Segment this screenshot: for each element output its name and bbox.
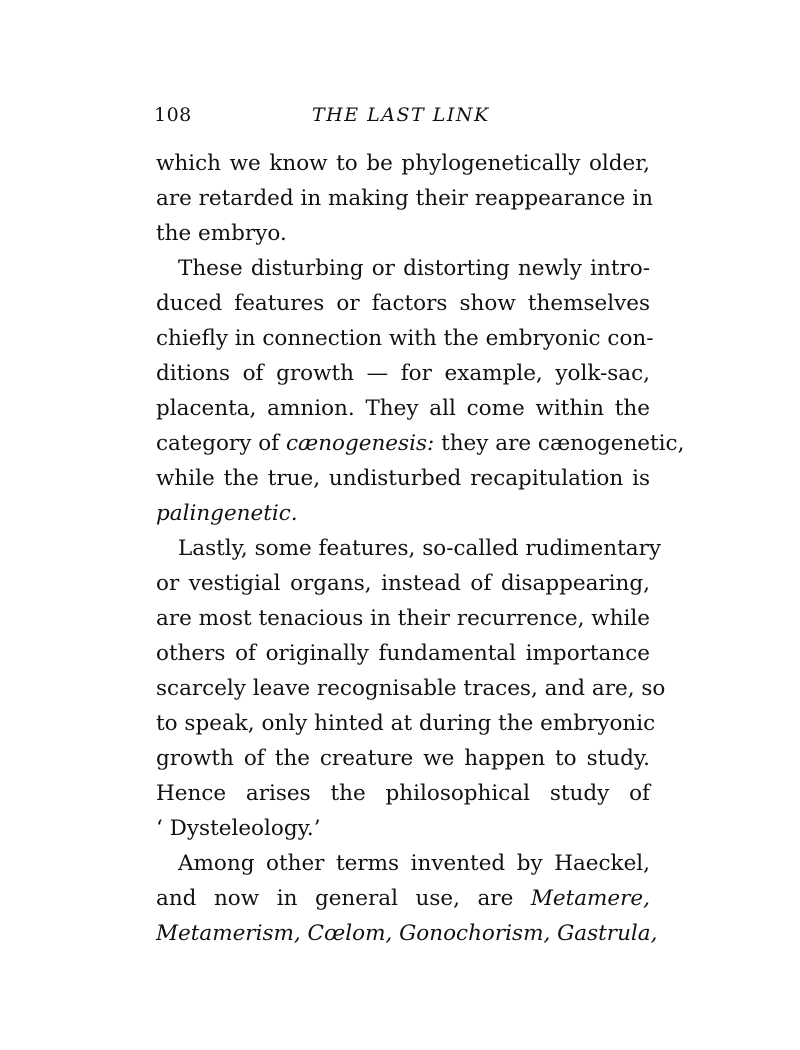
text-line: category of cænogenesis: they are cænogenetic,	[156, 431, 685, 456]
page-header	[154, 104, 654, 134]
text-line: placenta, amnion. They all come within the	[156, 396, 650, 421]
text-line: are retarded in making their reappearance in	[156, 186, 653, 211]
text-line	[156, 496, 650, 531]
italic-term: Metamere,	[530, 886, 650, 911]
italic-term: palingenetic.	[156, 501, 298, 526]
italic-term: Metamerism, Cœlom, Gonochorism, Gastrula,	[156, 921, 658, 946]
text-line: while the true, undisturbed recapitulation is	[156, 466, 650, 491]
text-line: ditions of growth — for example, yolk-sac,	[156, 361, 650, 386]
text-line: growth of the creature we happen to study.	[156, 746, 650, 771]
text-line: scarcely leave recognisable traces, and are, so	[156, 676, 666, 701]
text-line: Hence arises the philosophical study of	[156, 781, 650, 806]
text-line	[156, 916, 658, 951]
page-number: 108	[154, 104, 192, 126]
text-line: are most tenacious in their recurrence, while	[156, 606, 651, 631]
text-line: ‘ Dysteleology.’	[156, 816, 321, 841]
running-title: THE LAST LINK	[312, 104, 490, 126]
text-line: chiefly in connection with the embryonic con-	[156, 326, 654, 351]
paragraph-first-line: These disturbing or distorting newly intro-	[178, 256, 650, 281]
text-line: which we know to be phylogenetically older,	[156, 151, 650, 176]
text-line: others of originally fundamental importance	[156, 641, 650, 666]
paragraph-first-line: Lastly, some features, so-called rudimentary	[178, 536, 661, 561]
text-line: to speak, only hinted at during the embryonic	[156, 711, 656, 736]
italic-term: cænogenesis:	[285, 431, 435, 456]
text-line: or vestigial organs, instead of disappearing,	[156, 571, 650, 596]
text-line: and now in general use, are Metamere,	[156, 886, 650, 911]
paragraph-first-line: Among other terms invented by Haeckel,	[178, 851, 650, 876]
text-line: the embryo.	[156, 221, 287, 246]
text-line: duced features or factors show themselves	[156, 291, 650, 316]
body-text	[156, 146, 685, 951]
